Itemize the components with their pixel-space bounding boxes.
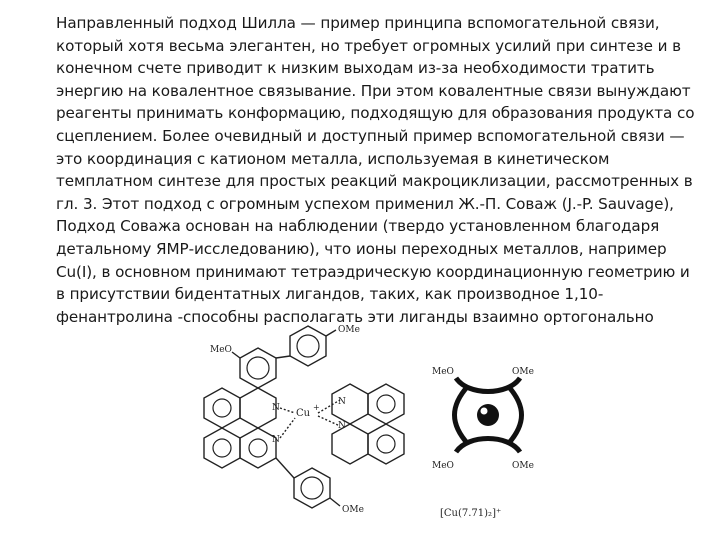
paragraph-line: в присутствии бидентатных лигандов, таких, как производное 1,10- [56,285,604,304]
paragraph-line: Направленный подход Шилла — пример принципа вспомогательной связи, [56,14,660,32]
paragraph-line: фенантролина -способны располагать эти лиганды взаимно ортогонально [56,307,654,326]
n4-label: N [338,421,346,431]
schematic-caption: [Cu(7.71)₂]⁺ [440,508,502,519]
paragraph-line: конечном счете приводит к низким выходам из-за необходимости тратить [56,59,655,78]
paragraph-line: Подход Соважа основан на наблюдении (твердо установленном благодаря [56,217,660,236]
copper-label: Cu [296,408,311,419]
meo-left-label: MeO [210,345,232,355]
copper-charge: + [313,403,320,412]
schematic-ome-top: OMe [512,367,534,377]
n3-label: N [338,397,346,407]
paragraph-line: энергию на ковалентное связывание. При этом ковалентные связи вынуждают [56,81,691,100]
paragraph-line: гл. 3. Этот подход с огромным успехом применил Ж.-П. Соваж (J.-P. Sauvage), [56,194,674,213]
paragraph-line: который хотя весьма элегантен, но требует огромных усилий при синтезе и в [56,36,681,55]
paragraph-line: темплатном синтезе для простых реакций макроциклизации, рассмотренных в [56,172,693,191]
phenanthroline-left [204,388,276,468]
paragraph-line: это координация с катионом металла, используемая в кинетическом [56,149,610,168]
n2-label: N [272,435,280,445]
schematic-interlock-diagram [428,356,548,472]
copper-complex-structure [200,318,410,534]
paragraph-line: сцеплением. Более очевидный и доступный пример вспомогательной связи — [56,126,685,145]
left-top-aryl-ring [232,348,290,388]
main-paragraph [56,12,695,328]
ome-top-label: OMe [338,325,360,335]
ome-bottom-label: OMe [342,505,364,515]
schematic-meo-bottom: MeO [432,461,454,471]
paragraph-line: детальному ЯМР-исследованию), что ионы переходных металлов, например [56,239,667,258]
bottom-aryl-ring [276,458,340,508]
n1-label: N [272,403,280,413]
schematic-ome-bottom: OMe [512,461,534,471]
top-aryl-ring [290,326,336,366]
paragraph-line: Cu(I), в основном принимают тетраэдрическую координационную геометрию и [56,262,690,281]
paragraph-line: реагенты принимать конформацию, подходящую для образования продукта со [56,104,695,123]
schematic-meo-top: MeO [432,367,454,377]
